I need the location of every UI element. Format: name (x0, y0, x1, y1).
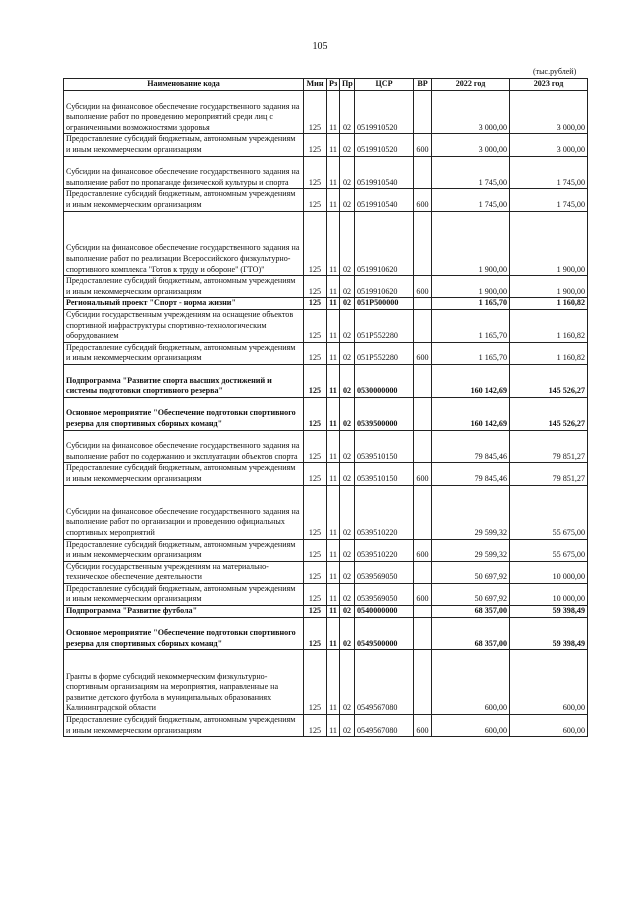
cell-name: Субсидии на финансовое обеспечение государственного задания на выполнение работ по организации и проведению официальных спортивных мероприятий (64, 485, 304, 539)
table-row (64, 606, 588, 618)
cell-2023: 55 675,00 (510, 539, 588, 561)
cell-vr (414, 298, 432, 310)
cell-rz: 11 (327, 617, 340, 650)
cell-rz: 11 (327, 583, 340, 605)
cell-csr: 0519910540 (355, 189, 414, 211)
cell-rz: 11 (327, 309, 340, 342)
cell-csr: 051P552280 (355, 309, 414, 342)
cell-csr: 0539510150 (355, 463, 414, 485)
cell-2022: 68 357,00 (432, 606, 510, 618)
cell-2022: 1 900,00 (432, 211, 510, 276)
cell-min: 125 (304, 342, 327, 364)
table-row (64, 617, 588, 650)
table-row (64, 211, 588, 276)
page-number: 105 (312, 41, 328, 52)
table-row (64, 342, 588, 364)
cell-2022: 29 599,32 (432, 539, 510, 561)
cell-name: Субсидии на финансовое обеспечение государственного задания на выполнение работ по реализации Всероссийского физкультурно-спортивного комплекса "Готов к труду и обороне" (ГТО)" (64, 211, 304, 276)
cell-csr: 0519910540 (355, 156, 414, 189)
cell-2022: 3 000,00 (432, 91, 510, 134)
cell-csr: 0519910620 (355, 276, 414, 298)
cell-name: Предоставление субсидий бюджетным, автономным учреждениям и иным некоммерческим организациям (64, 463, 304, 485)
cell-2023: 59 398,49 (510, 606, 588, 618)
cell-vr: 600 (414, 715, 432, 737)
cell-pr: 02 (340, 309, 355, 342)
cell-csr: 0539510220 (355, 539, 414, 561)
cell-csr: 0519910520 (355, 134, 414, 156)
cell-rz: 11 (327, 156, 340, 189)
header-rz: Рз (327, 79, 340, 91)
cell-name: Субсидии на финансовое обеспечение государственного задания на выполнение работ по содержанию и эксплуатации объектов спорта (64, 430, 304, 463)
cell-vr: 600 (414, 276, 432, 298)
cell-name: Гранты в форме субсидий некоммерческим физкультурно-спортивным организациям на мероприятия, направленные на развитие детского футбола в муниципальных образованиях Калининградской области (64, 650, 304, 715)
cell-2022: 29 599,32 (432, 485, 510, 539)
cell-2022: 1 165,70 (432, 298, 510, 310)
cell-name: Предоставление субсидий бюджетным, автономным учреждениям и иным некоммерческим организациям (64, 715, 304, 737)
cell-csr: 0530000000 (355, 364, 414, 397)
cell-2023: 79 851,27 (510, 463, 588, 485)
cell-2023: 59 398,49 (510, 617, 588, 650)
cell-min: 125 (304, 364, 327, 397)
budget-table (63, 78, 588, 737)
cell-csr: 0549500000 (355, 617, 414, 650)
cell-vr (414, 211, 432, 276)
cell-pr: 02 (340, 397, 355, 430)
table-row (64, 430, 588, 463)
cell-csr: 0539510220 (355, 485, 414, 539)
cell-vr (414, 606, 432, 618)
cell-rz: 11 (327, 485, 340, 539)
cell-vr (414, 364, 432, 397)
table-row (64, 156, 588, 189)
cell-min: 125 (304, 397, 327, 430)
cell-2022: 1 165,70 (432, 342, 510, 364)
cell-vr (414, 91, 432, 134)
table-row (64, 583, 588, 605)
cell-csr: 051P500000 (355, 298, 414, 310)
cell-rz: 11 (327, 715, 340, 737)
header-min: Мин (304, 79, 327, 91)
cell-name: Предоставление субсидий бюджетным, автономным учреждениям и иным некоммерческим организациям (64, 539, 304, 561)
cell-2023: 1 745,00 (510, 156, 588, 189)
cell-vr (414, 309, 432, 342)
cell-min: 125 (304, 485, 327, 539)
cell-rz: 11 (327, 397, 340, 430)
cell-pr: 02 (340, 364, 355, 397)
cell-rz: 11 (327, 298, 340, 310)
cell-2023: 1 745,00 (510, 189, 588, 211)
cell-2023: 1 900,00 (510, 276, 588, 298)
cell-pr: 02 (340, 342, 355, 364)
cell-name: Основное мероприятие "Обеспечение подготовки спортивного резерва для спортивных сборных команд" (64, 617, 304, 650)
cell-min: 125 (304, 134, 327, 156)
cell-2022: 50 697,92 (432, 583, 510, 605)
cell-pr: 02 (340, 430, 355, 463)
cell-min: 125 (304, 561, 327, 583)
cell-pr: 02 (340, 650, 355, 715)
cell-pr: 02 (340, 298, 355, 310)
cell-pr: 02 (340, 539, 355, 561)
cell-name: Субсидии на финансовое обеспечение государственного задания на выполнение работ по проведению мероприятий среди лиц с ограниченными возможностями здоровья (64, 91, 304, 134)
cell-vr (414, 156, 432, 189)
table-row (64, 463, 588, 485)
cell-pr: 02 (340, 463, 355, 485)
cell-2023: 10 000,00 (510, 583, 588, 605)
cell-rz: 11 (327, 211, 340, 276)
header-csr: ЦСР (355, 79, 414, 91)
header-pr: Пр (340, 79, 355, 91)
cell-2023: 600,00 (510, 715, 588, 737)
header-name: Наименование кода (64, 79, 304, 91)
cell-pr: 02 (340, 715, 355, 737)
cell-pr: 02 (340, 606, 355, 618)
table-row (64, 189, 588, 211)
cell-rz: 11 (327, 134, 340, 156)
header-vr: ВР (414, 79, 432, 91)
table-row (64, 91, 588, 134)
cell-2023: 79 851,27 (510, 430, 588, 463)
cell-rz: 11 (327, 539, 340, 561)
cell-min: 125 (304, 463, 327, 485)
cell-2022: 3 000,00 (432, 134, 510, 156)
cell-pr: 02 (340, 561, 355, 583)
table-row (64, 364, 588, 397)
cell-2022: 1 165,70 (432, 309, 510, 342)
cell-2022: 68 357,00 (432, 617, 510, 650)
cell-vr: 600 (414, 583, 432, 605)
header-2023: 2023 год (510, 79, 588, 91)
cell-rz: 11 (327, 463, 340, 485)
cell-rz: 11 (327, 606, 340, 618)
cell-2023: 145 526,27 (510, 397, 588, 430)
cell-rz: 11 (327, 189, 340, 211)
cell-csr: 0539500000 (355, 397, 414, 430)
cell-pr: 02 (340, 91, 355, 134)
cell-2023: 1 160,82 (510, 309, 588, 342)
header-2022: 2022 год (432, 79, 510, 91)
cell-2022: 160 142,69 (432, 397, 510, 430)
cell-min: 125 (304, 309, 327, 342)
cell-min: 125 (304, 539, 327, 561)
units-label: (тыс.рублей) (533, 67, 577, 76)
table-body (64, 91, 588, 737)
table-row (64, 715, 588, 737)
cell-2023: 1 160,82 (510, 298, 588, 310)
cell-vr: 600 (414, 463, 432, 485)
cell-vr (414, 561, 432, 583)
cell-min: 125 (304, 298, 327, 310)
cell-name: Субсидии государственным учреждениям на материально-техническое обеспечение деятельности (64, 561, 304, 583)
cell-min: 125 (304, 211, 327, 276)
cell-2023: 3 000,00 (510, 134, 588, 156)
cell-vr: 600 (414, 134, 432, 156)
table-row (64, 309, 588, 342)
cell-vr (414, 397, 432, 430)
cell-csr: 0519910620 (355, 211, 414, 276)
cell-2022: 79 845,46 (432, 463, 510, 485)
cell-min: 125 (304, 650, 327, 715)
cell-2022: 1 900,00 (432, 276, 510, 298)
header-row (64, 79, 588, 91)
cell-2022: 50 697,92 (432, 561, 510, 583)
cell-pr: 02 (340, 189, 355, 211)
cell-csr: 051P552280 (355, 342, 414, 364)
table-row (64, 298, 588, 310)
cell-vr (414, 650, 432, 715)
cell-2023: 600,00 (510, 650, 588, 715)
table-row (64, 561, 588, 583)
cell-name: Предоставление субсидий бюджетным, автономным учреждениям и иным некоммерческим организациям (64, 134, 304, 156)
table-row (64, 539, 588, 561)
cell-vr (414, 617, 432, 650)
cell-2023: 10 000,00 (510, 561, 588, 583)
cell-2023: 1 160,82 (510, 342, 588, 364)
cell-name: Предоставление субсидий бюджетным, автономным учреждениям и иным некоммерческим организациям (64, 189, 304, 211)
cell-csr: 0539569050 (355, 561, 414, 583)
cell-csr: 0539569050 (355, 583, 414, 605)
cell-2022: 1 745,00 (432, 189, 510, 211)
cell-rz: 11 (327, 91, 340, 134)
cell-2023: 145 526,27 (510, 364, 588, 397)
cell-2023: 55 675,00 (510, 485, 588, 539)
cell-2023: 3 000,00 (510, 91, 588, 134)
cell-name: Подпрограмма "Развитие спорта высших достижений и системы подготовки спортивного резерва" (64, 364, 304, 397)
cell-min: 125 (304, 156, 327, 189)
cell-2022: 1 745,00 (432, 156, 510, 189)
cell-2022: 600,00 (432, 650, 510, 715)
cell-vr (414, 430, 432, 463)
cell-name: Основное мероприятие "Обеспечение подготовки спортивного резерва для спортивных сборных команд" (64, 397, 304, 430)
cell-pr: 02 (340, 485, 355, 539)
table-row (64, 485, 588, 539)
cell-csr: 0539510150 (355, 430, 414, 463)
cell-pr: 02 (340, 583, 355, 605)
cell-min: 125 (304, 583, 327, 605)
cell-name: Субсидии государственным учреждениям на оснащение объектов спортивной инфраструктуры спортивно-технологическим оборудованием (64, 309, 304, 342)
cell-csr: 0549567080 (355, 650, 414, 715)
cell-2022: 79 845,46 (432, 430, 510, 463)
cell-pr: 02 (340, 617, 355, 650)
cell-min: 125 (304, 617, 327, 650)
cell-rz: 11 (327, 276, 340, 298)
cell-rz: 11 (327, 430, 340, 463)
cell-pr: 02 (340, 211, 355, 276)
cell-min: 125 (304, 606, 327, 618)
cell-rz: 11 (327, 561, 340, 583)
cell-csr: 0540000000 (355, 606, 414, 618)
cell-min: 125 (304, 91, 327, 134)
cell-name: Региональный проект "Спорт - норма жизни" (64, 298, 304, 310)
cell-rz: 11 (327, 342, 340, 364)
cell-vr: 600 (414, 189, 432, 211)
cell-name: Предоставление субсидий бюджетным, автономным учреждениям и иным некоммерческим организациям (64, 342, 304, 364)
table-row (64, 276, 588, 298)
cell-pr: 02 (340, 156, 355, 189)
cell-min: 125 (304, 430, 327, 463)
cell-min: 125 (304, 276, 327, 298)
cell-min: 125 (304, 189, 327, 211)
cell-2022: 160 142,69 (432, 364, 510, 397)
cell-name: Подпрограмма "Развитие футбола" (64, 606, 304, 618)
cell-csr: 0519910520 (355, 91, 414, 134)
cell-2022: 600,00 (432, 715, 510, 737)
cell-rz: 11 (327, 650, 340, 715)
cell-name: Субсидии на финансовое обеспечение государственного задания на выполнение работ по пропаганде физической культуры и спорта (64, 156, 304, 189)
table-row (64, 650, 588, 715)
cell-name: Предоставление субсидий бюджетным, автономным учреждениям и иным некоммерческим организациям (64, 583, 304, 605)
cell-csr: 0549567080 (355, 715, 414, 737)
cell-vr (414, 485, 432, 539)
table-row (64, 134, 588, 156)
table-row (64, 397, 588, 430)
cell-pr: 02 (340, 134, 355, 156)
cell-name: Предоставление субсидий бюджетным, автономным учреждениям и иным некоммерческим организациям (64, 276, 304, 298)
cell-vr: 600 (414, 342, 432, 364)
cell-2023: 1 900,00 (510, 211, 588, 276)
cell-pr: 02 (340, 276, 355, 298)
cell-min: 125 (304, 715, 327, 737)
cell-vr: 600 (414, 539, 432, 561)
cell-rz: 11 (327, 364, 340, 397)
